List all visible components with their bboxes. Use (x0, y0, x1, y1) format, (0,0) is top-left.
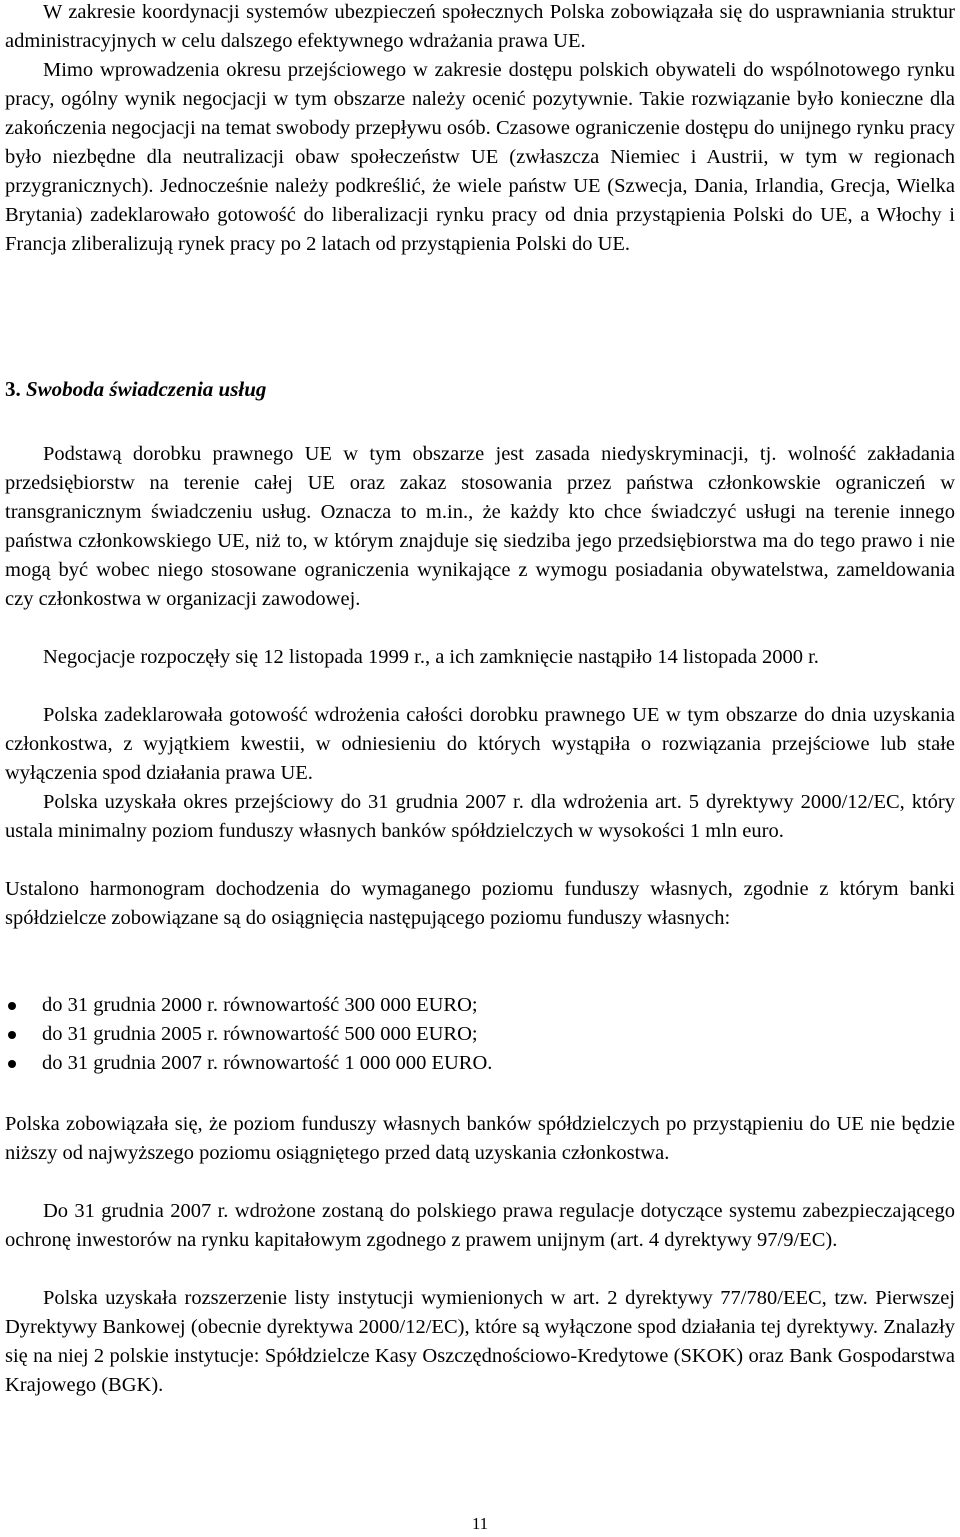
paragraph-negotiations-dates: Negocjacje rozpoczęły się 12 listopada 1999 r., a ich zamknięcie nastąpiło 14 listopada 2000 r. (43, 646, 819, 668)
list-item-text: do 31 grudnia 2000 r. równowartość 300 000 EURO; (42, 994, 478, 1016)
bullet-icon (8, 1031, 16, 1039)
bullet-icon (8, 1002, 16, 1010)
bullet-icon (8, 1060, 16, 1068)
paragraph-transition-period: Polska uzyskała okres przejściowy do 31 grudnia 2007 r. dla wdrożenia art. 5 dyrektywy 2000/12/EC, który ustala minimalny poziom funduszy własnych banków spółdzielczych w wysokości 1 mln euro. (5, 791, 955, 842)
paragraph-banking-directive: Polska uzyskała rozszerzenie listy instytucji wymienionych w art. 2 dyrektywy 77/780/EEC, tzw. Pierwszej Dyrektywy Bankowej (obecnie dyrektywa 2000/12/EC), które są wyłączone spod działania tej dyrektywy. Znalazły się na niej 2 polskie instytucje: Spółdzielcze Kasy Oszczędnościowo-Kredytowe (SKOK) oraz Bank Gospodarstwa Krajowego (BGK). (5, 1287, 955, 1396)
paragraph-non-discrimination: Podstawą dorobku prawnego UE w tym obszarze jest zasada niedyskryminacji, tj. wolność zakładania przedsiębiorstw na terenie całej UE oraz zakaz stosowania przez państwa członkowskie ograniczeń w transgranicznym świadczeniu usług. Oznacza to m.in., że każdy kto chce świadczyć usługi na terenie innego państwa członkowskiego UE, niż to, w którym znajduje się siedziba jego przedsiębiorstwa ma do tego prawo i nie mogą być wobec niego stosowane ograniczenia wynikające z wymogu posiadania obywatelstwa, zameldowania czy członkostwa w organizacji zawodowej. (5, 443, 955, 610)
list-item (5, 1020, 955, 1049)
list-item-text: do 31 grudnia 2005 r. równowartość 500 000 EURO; (42, 1023, 478, 1045)
funds-schedule-list (5, 991, 955, 1078)
paragraph-social-security: W zakresie koordynacji systemów ubezpieczeń społecznych Polska zobowiązała się do usprawniania struktur administracyjnych w celu dalszego efektywnego wdrażania prawa UE. (5, 1, 955, 52)
page-number: 11 (471, 1514, 489, 1533)
list-item (5, 991, 955, 1020)
paragraph-schedule: Ustalono harmonogram dochodzenia do wymaganego poziomu funduszy własnych, zgodnie z którym banki spółdzielcze zobowiązane są do osiągnięcia następującego poziomu funduszy własnych: (5, 878, 955, 929)
section-number: 3. (5, 377, 21, 401)
list-item-text: do 31 grudnia 2007 r. równowartość 1 000 000 EURO. (42, 1052, 493, 1074)
section-heading (5, 375, 955, 404)
paragraph-labour-market: Mimo wprowadzenia okresu przejściowego w zakresie dostępu polskich obywateli do wspólnotowego rynku pracy, ogólny wynik negocjacji w tym obszarze należy ocenić pozytywnie. Takie rozwiązanie było konieczne dla zakończenia negocjacji na temat swobody przepływu osób. Czasowe ograniczenie dostępu do unijnego rynku pracy było niezbędne dla neutralizacji obaw społeczeństw UE (zwłaszcza Niemiec i Austrii, w tym w regionach przygranicznych). Jednocześnie należy podkreślić, że wiele państw UE (Szwecja, Dania, Irlandia, Grecja, Wielka Brytania) zadeklarowało gotowość do liberalizacji rynku pracy od dnia przystąpienia Polski do UE, a Włochy i Francja zliberalizują rynek pracy po 2 latach od przystąpienia Polski do UE. (5, 59, 955, 255)
document-page (5, 0, 955, 1537)
list-item (5, 1049, 955, 1078)
paragraph-investor-protection: Do 31 grudnia 2007 r. wdrożone zostaną do polskiego prawa regulacje dotyczące systemu zabezpieczającego ochronę inwestorów na rynku kapitałowym zgodnego z prawem unijnym (art. 4 dyrektywy 97/9/EC). (5, 1200, 955, 1251)
paragraph-funds-commitment: Polska zobowiązała się, że poziom funduszy własnych banków spółdzielczych po przystąpieniu do UE nie będzie niższy od najwyższego poziomu osiągniętego przed datą uzyskania członkostwa. (5, 1113, 955, 1164)
paragraph-readiness: Polska zadeklarowała gotowość wdrożenia całości dorobku prawnego UE w tym obszarze do dnia uzyskania członkostwa, z wyjątkiem kwestii, w odniesieniu do których wystąpiła o rozwiązania przejściowe lub stałe wyłączenia spod działania prawa UE. (5, 704, 955, 784)
section-title: Swoboda świadczenia usług (26, 377, 267, 401)
